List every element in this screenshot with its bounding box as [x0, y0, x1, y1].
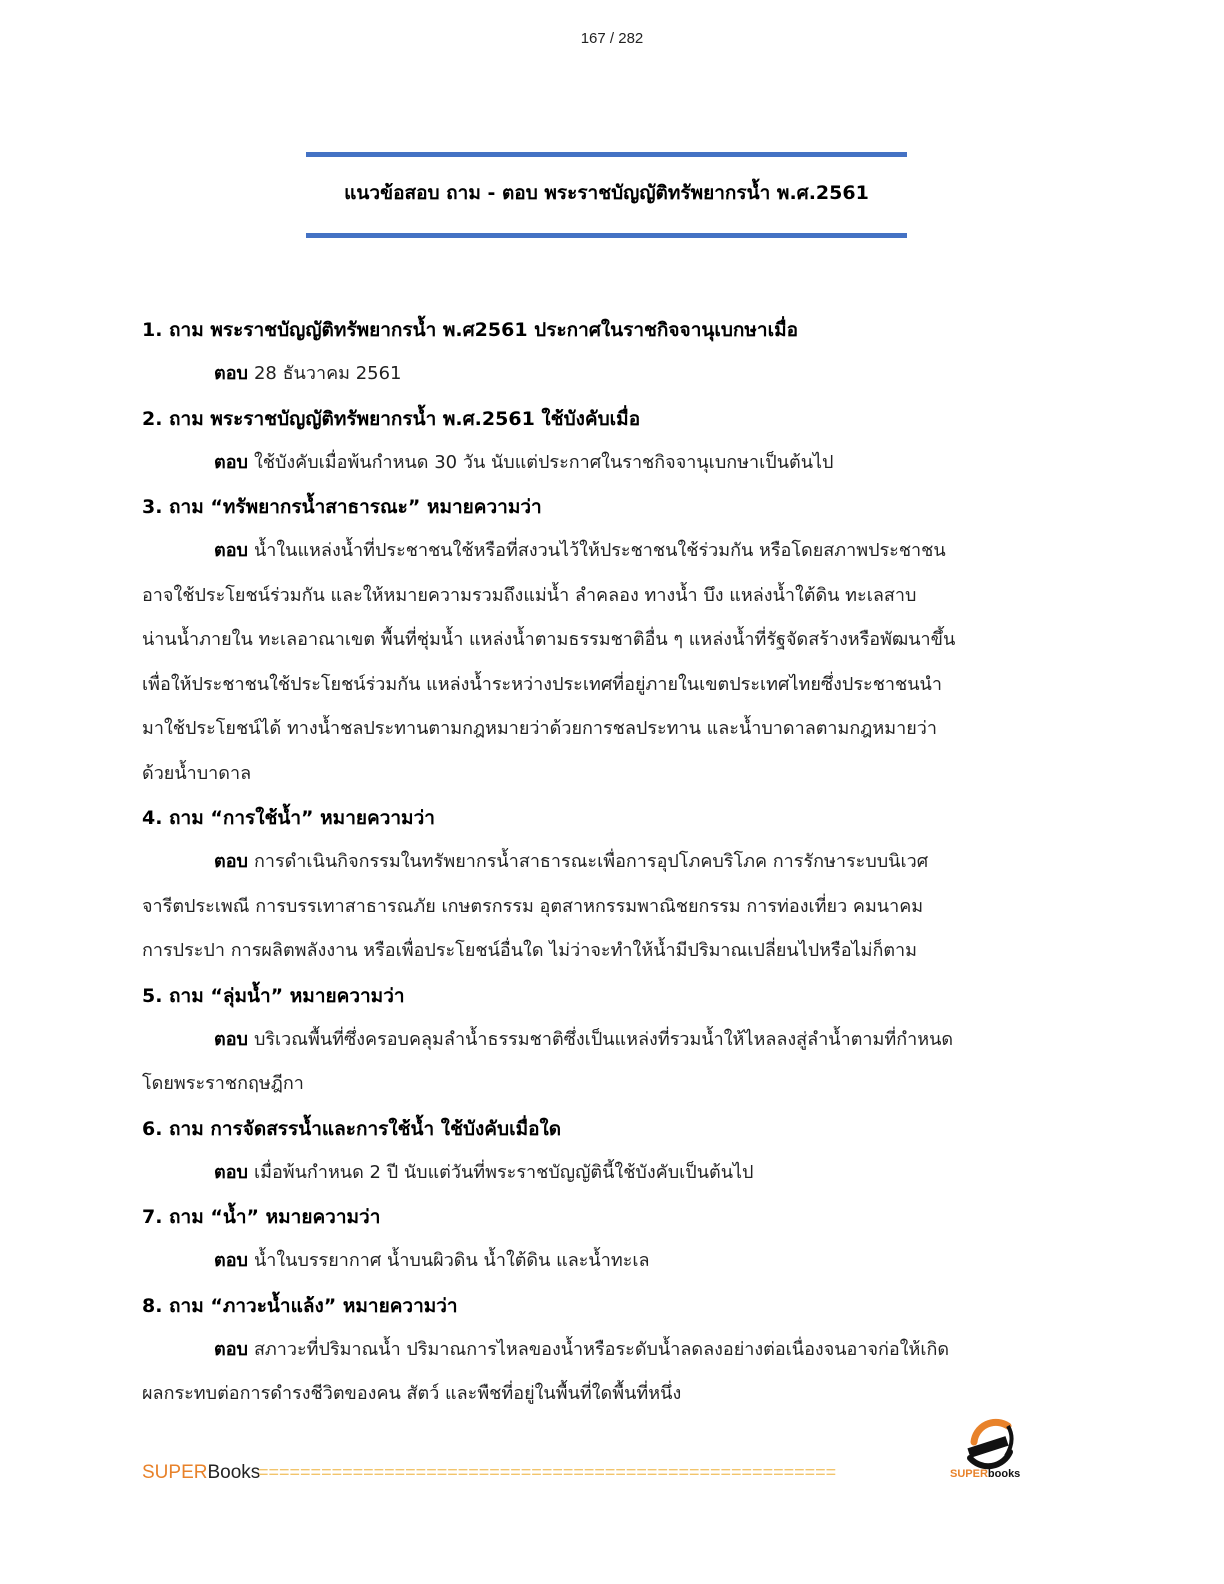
- answer-text: บริเวณพื้นที่ซึ่งครอบคลุมลำน้ำธรรมชาติซึ่งเป็นแหล่งที่รวมน้ำให้ไหลลงสู่ลำน้ำตามที่กำหนด: [253, 1028, 954, 1050]
- answer-text: ด้วยน้ำบาดาล: [142, 762, 252, 784]
- answer-text: น้ำในแหล่งน้ำที่ประชาชนใช้หรือที่สงวนไว้ให้ประชาชนใช้ร่วมกัน หรือโดยสภาพประชาชน: [253, 540, 946, 561]
- answer-text: จารีตประเพณี การบรรเทาสาธารณภัย เกษตรกรรม อุตสาหกรรมพาณิชยกรรม การท่องเที่ยว คมนาคม: [142, 895, 924, 917]
- answer-text: ผลกระทบต่อการดำรงชีวิตของคน สัตว์ และพืชที่อยู่ในพื้นที่ใดพื้นที่หนึ่ง: [142, 1383, 682, 1404]
- answer-line: [142, 663, 1082, 708]
- answer-text: ใช้บังคับเมื่อพ้นกำหนด 30 วัน นับแต่ประกาศในราชกิจจานุเบกษาเป็นต้นไป: [253, 451, 834, 473]
- logo-text-books: books: [987, 1468, 1021, 1480]
- answer-label: ตอบ: [214, 363, 248, 384]
- question-1: 1. ถาม พระราชบัญญัติทรัพยากรน้ำ พ.ศ2561 ประกาศในราชกิจจานุเบกษาเมื่อ: [142, 319, 799, 341]
- qa-list: [142, 308, 1082, 1417]
- question-4: 4. ถาม “การใช้น้ำ” หมายความว่า: [142, 807, 435, 829]
- answer-7: [142, 1239, 1082, 1284]
- answer-label: ตอบ: [214, 451, 248, 473]
- answer-label: ตอบ: [214, 1028, 248, 1050]
- answer-text: สภาวะที่ปริมาณน้ำ ปริมาณการไหลของน้ำหรือระดับน้ำลดลงอย่างต่อเนื่องจนอาจก่อให้เกิด: [253, 1338, 950, 1360]
- answer-text: 28 ธันวาคม 2561: [253, 363, 402, 384]
- answer-text: โดยพระราชกฤษฎีกา: [142, 1073, 304, 1094]
- answer-text: การประปา การผลิตพลังงาน หรือเพื่อประโยชน์อื่นใด ไม่ว่าจะทำให้น้ำมีปริมาณเปลี่ยนไปหรือไม่ก็ตาม: [142, 940, 918, 961]
- answer-text: อาจใช้ประโยชน์ร่วมกัน และให้หมายความรวมถึงแม่น้ำ ลำคลอง ทางน้ำ บึง แหล่งน้ำใต้ดิน ทะเลสาบ: [142, 584, 917, 606]
- answer-text: น่านน้ำภายใน ทะเลอาณาเขต พื้นที่ชุ่มน้ำ แหล่งน้ำตามธรรมชาติอื่น ๆ แหล่งน้ำที่รัฐจัดสร้างหรือพัฒนาขึ้น: [142, 629, 956, 650]
- answer-line: [142, 1239, 1082, 1284]
- answer-line: [142, 1151, 1082, 1196]
- answer-text: น้ำในบรรยากาศ น้ำบนผิวดิน น้ำใต้ดิน และน้ำทะเล: [253, 1250, 650, 1271]
- footer-separator: =======================================================: [258, 1462, 837, 1482]
- question-7: 7. ถาม “น้ำ” หมายความว่า: [142, 1206, 381, 1228]
- answer-line: [142, 840, 1082, 885]
- title-bottom-rule: [306, 233, 907, 238]
- answer-line: [142, 707, 1082, 752]
- answer-line: [142, 529, 1082, 574]
- answer-4: [142, 840, 1082, 974]
- answer-text: เพื่อให้ประชาชนใช้ประโยชน์ร่วมกัน แหล่งน้ำระหว่างประเทศที่อยู่ภายในเขตประเทศไทยซึ่งประชาชนนำ: [142, 673, 942, 695]
- answer-2: [142, 441, 1082, 486]
- title-block: [306, 152, 907, 238]
- answer-line: [142, 885, 1082, 930]
- answer-line: [142, 352, 1082, 397]
- logo-text-super: SUPER: [950, 1468, 988, 1480]
- answer-text: การดำเนินกิจกรรมในทรัพยากรน้ำสาธารณะเพื่อการอุปโภคบริโภค การรักษาระบบนิเวศ: [253, 851, 929, 872]
- answer-6: [142, 1151, 1082, 1196]
- answer-line: [142, 618, 1082, 663]
- question-6: 6. ถาม การจัดสรรน้ำและการใช้น้ำ ใช้บังคับเมื่อใด: [142, 1117, 562, 1140]
- question-5: 5. ถาม “ลุ่มน้ำ” หมายความว่า: [142, 984, 405, 1007]
- logo-text: [950, 1468, 1020, 1480]
- answer-label: ตอบ: [214, 1250, 248, 1271]
- answer-1: [142, 352, 1082, 397]
- answer-3: [142, 529, 1082, 796]
- question-2: 2. ถาม พระราชบัญญัติทรัพยากรน้ำ พ.ศ.2561 ใช้บังคับเมื่อ: [142, 407, 641, 430]
- answer-text: เมื่อพ้นกำหนด 2 ปี นับแต่วันที่พระราชบัญญัตินี้ใช้บังคับเป็นต้นไป: [253, 1161, 754, 1183]
- answer-line: [142, 752, 1082, 797]
- footer-brand-super: SUPER: [142, 1462, 208, 1483]
- footer-brand: [142, 1462, 260, 1484]
- answer-5: [142, 1018, 1082, 1107]
- answer-line: [142, 441, 1082, 486]
- footer: [142, 1462, 1042, 1490]
- footer-brand-books: Books: [207, 1462, 261, 1483]
- question-3: 3. ถาม “ทรัพยากรน้ำสาธารณะ” หมายความว่า: [142, 496, 542, 518]
- answer-label: ตอบ: [214, 1338, 248, 1360]
- answer-line: [142, 1372, 1082, 1417]
- answer-line: [142, 1062, 1082, 1107]
- page-indicator: 167 / 282: [580, 30, 644, 47]
- question-8: 8. ถาม “ภาวะน้ำแล้ง” หมายความว่า: [142, 1294, 458, 1317]
- answer-line: [142, 1018, 1082, 1063]
- answer-text: มาใช้ประโยชน์ได้ ทางน้ำชลประทานตามกฎหมายว่าด้วยการชลประทาน และน้ำบาดาลตามกฎหมายว่า: [142, 718, 937, 739]
- answer-label: ตอบ: [214, 1161, 248, 1183]
- answer-label: ตอบ: [214, 540, 248, 561]
- page-title: แนวข้อสอบ ถาม - ตอบ พระราชบัญญัติทรัพยากรน้ำ พ.ศ.2561: [344, 182, 869, 204]
- answer-line: [142, 929, 1082, 974]
- answer-label: ตอบ: [214, 851, 248, 872]
- answer-line: [142, 574, 1082, 619]
- answer-8: [142, 1328, 1082, 1417]
- answer-line: [142, 1328, 1082, 1373]
- title-top-rule: [306, 152, 907, 157]
